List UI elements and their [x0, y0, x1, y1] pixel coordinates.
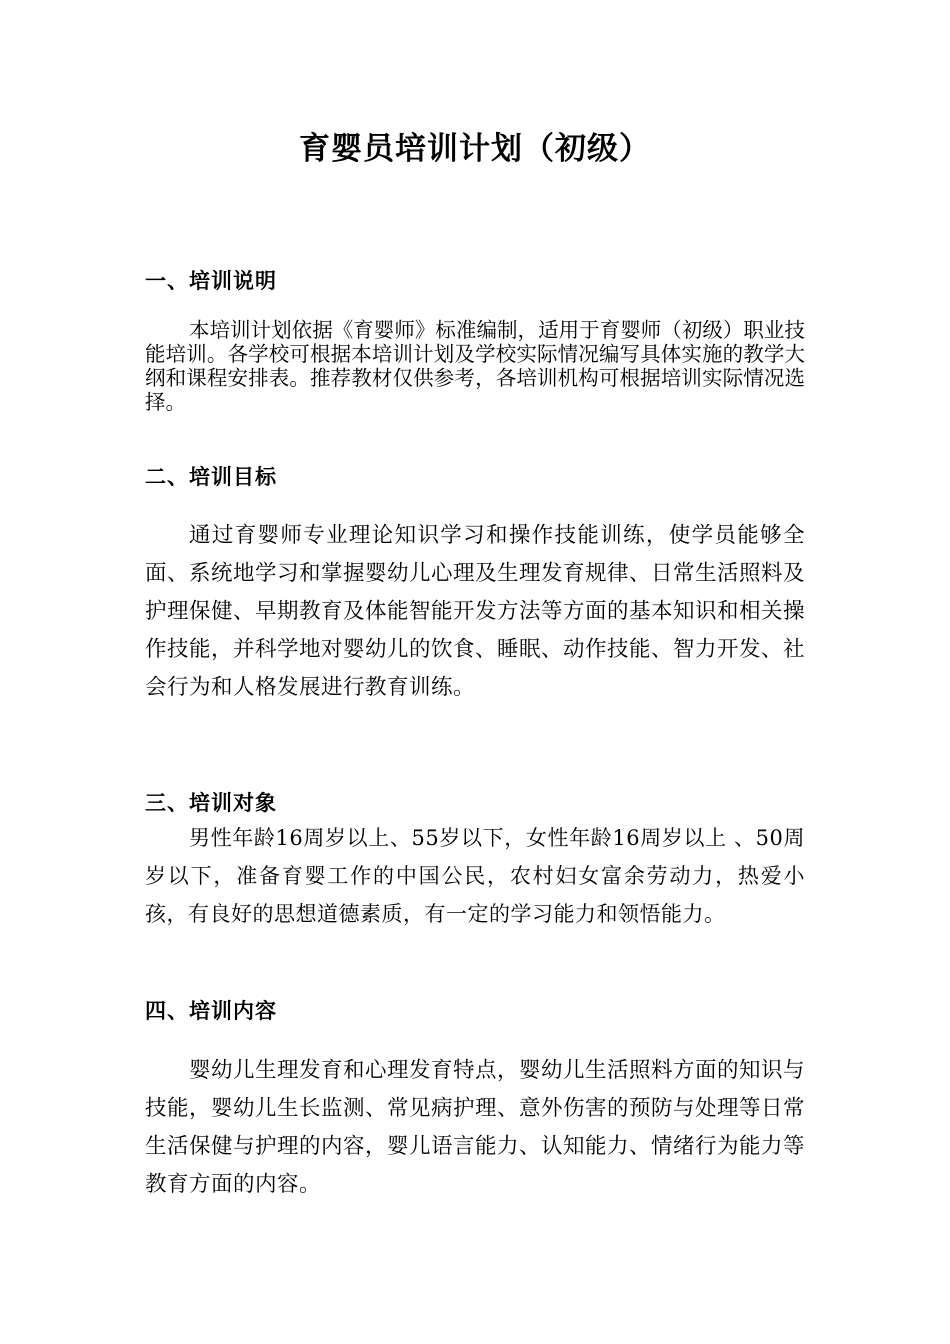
- section-body-training-content: 婴幼儿生理发育和心理发育特点，婴幼儿生活照料方面的知识与技能，婴幼儿生长监测、常见病护理、意外伤害的预防与处理等日常生活保健与护理的内容，婴儿语言能力、认知能力、情绪行为能力等教育方面的内容。: [145, 1058, 806, 1197]
- section-body-training-goals: 通过育婴师专业理论知识学习和操作技能训练，使学员能够全面、系统地学习和掌握婴幼儿心理及生理发育规律、日常生活照料及护理保健、早期教育及体能智能开发方法等方面的基本知识和相关操作技能，并科学地对婴幼儿的饮食、睡眠、动作技能、智力开发、社会行为和人格发展进行教育训练。: [145, 523, 806, 700]
- section-heading-training-description: 一、培训说明: [145, 269, 277, 293]
- page-title: 育婴员培训计划（初级）: [299, 131, 651, 167]
- section-heading-training-target: 三、培训对象: [145, 791, 277, 815]
- section-heading-training-goals: 二、培训目标: [145, 465, 277, 489]
- section-body-training-description: 本培训计划依据《育婴师》标准编制，适用于育婴师（初级）职业技能培训。各学校可根据本培训计划及学校实际情况编写具体实施的教学大纲和课程安排表。推荐教材仅供参考，各培训机构可根据培训实际情况选择。: [145, 318, 805, 414]
- section-heading-training-content: 四、培训内容: [145, 999, 277, 1023]
- section-body-training-target: 男性年龄16周岁以上、55岁以下，女性年龄16周岁以上 、50周岁以下，准备育婴工作的中国公民，农村妇女富余劳动力，热爱小孩，有良好的思想道德素质，有一定的学习能力和领悟能力。: [145, 826, 805, 926]
